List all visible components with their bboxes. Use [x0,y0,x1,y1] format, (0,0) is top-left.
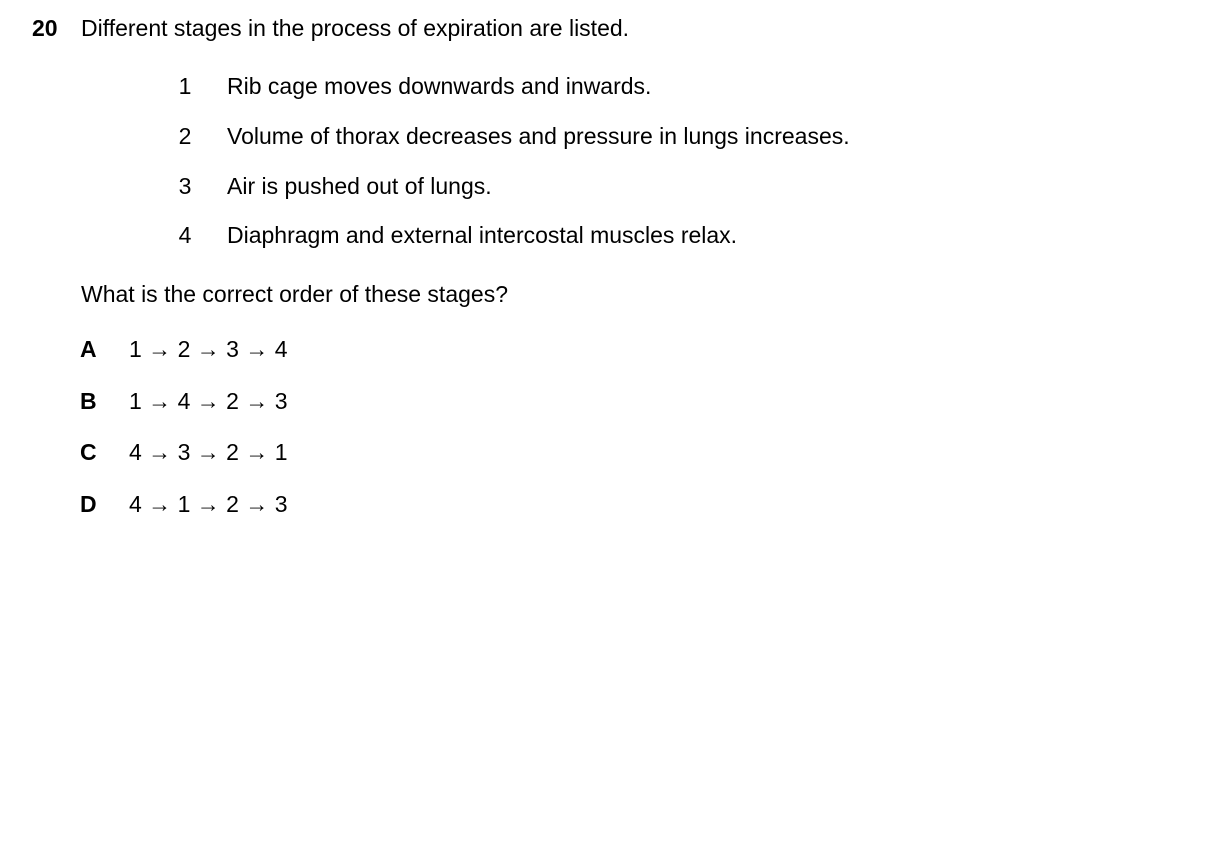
option-letter: A [80,336,97,362]
question-stem: Different stages in the process of expiration are listed. [81,15,630,41]
stage-text: Air is pushed out of lungs. [227,173,492,199]
question-number: 20 [32,15,58,41]
stage-number: 4 [178,222,192,248]
stage-number: 1 [178,73,192,99]
stage-text: Diaphragm and external intercostal muscles relax. [227,222,738,248]
question-prompt: What is the correct order of these stages? [81,281,508,307]
stage-text: Volume of thorax decreases and pressure in lungs increases. [227,123,850,149]
option-sequence: 1 → 2 → 3 → 4 [129,336,288,362]
option-sequence: 4 → 1 → 2 → 3 [129,491,288,517]
option-letter: D [80,491,97,517]
stage-number: 3 [178,173,192,199]
option-sequence: 1 → 4 → 2 → 3 [129,388,288,414]
stage-text: Rib cage moves downwards and inwards. [227,73,652,99]
option-sequence: 4 → 3 → 2 → 1 [129,439,288,465]
option-letter: C [80,439,97,465]
stage-number: 2 [178,123,192,149]
option-letter: B [80,388,97,414]
